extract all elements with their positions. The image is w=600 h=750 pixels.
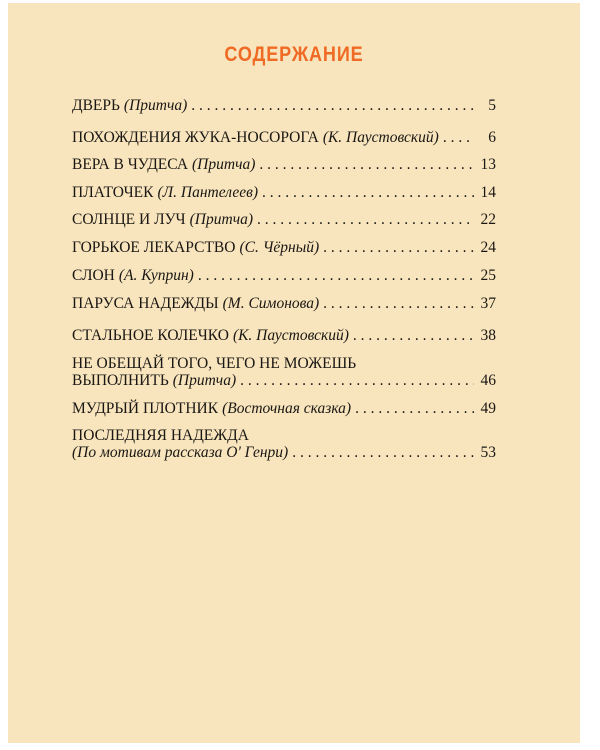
entry-page-number: 14 <box>480 184 496 201</box>
toc-entry <box>72 295 496 312</box>
entry-author: (Л. Пантелеев) <box>157 184 259 201</box>
entry-title: ПЛАТОЧЕК <box>72 184 154 201</box>
dot-leader <box>353 327 474 344</box>
toc-entry <box>72 156 496 173</box>
toc-entry <box>72 267 496 284</box>
toc-entry <box>72 239 496 256</box>
entry-title-line1: НЕ ОБЕЩАЙ ТОГО, ЧЕГО НЕ МОЖЕШЬ <box>72 355 357 372</box>
entry-page-number: 24 <box>480 239 496 256</box>
dot-leader <box>323 295 474 312</box>
dot-leader <box>259 156 474 173</box>
toc-entry <box>72 97 496 114</box>
toc-entry <box>72 211 496 228</box>
dot-leader <box>257 211 474 228</box>
entry-page-number: 46 <box>480 372 496 389</box>
dot-leader <box>240 372 474 389</box>
entry-title: ВЫПОЛНИТЬ <box>72 372 169 389</box>
entry-title-line1: ПОСЛЕДНЯЯ НАДЕЖДА <box>72 427 249 444</box>
entry-page-number: 6 <box>488 129 496 146</box>
dot-leader <box>443 129 474 146</box>
entry-page-number: 13 <box>480 156 496 173</box>
entry-author: (М. Симонова) <box>222 295 320 312</box>
toc-entry <box>72 427 496 461</box>
entry-author: (К. Паустовский) <box>232 327 349 344</box>
entry-author: (С. Чёрный) <box>239 239 320 256</box>
toc-entry <box>72 400 496 417</box>
entry-author: (Притча) <box>172 372 237 389</box>
entry-author: (К. Паустовский) <box>322 129 439 146</box>
entry-title: СЛОН <box>72 267 115 284</box>
entry-page-number: 37 <box>480 295 496 312</box>
entry-author: (Притча) <box>192 156 256 173</box>
entry-title: МУДРЫЙ ПЛОТНИК <box>72 400 219 417</box>
dot-leader <box>292 444 474 461</box>
toc-entry <box>72 327 496 344</box>
entry-page-number: 53 <box>480 444 496 461</box>
dot-leader <box>323 239 474 256</box>
toc-entry <box>72 355 496 389</box>
book-page <box>8 3 580 743</box>
entry-page-number: 49 <box>480 400 496 417</box>
dot-leader <box>355 400 474 417</box>
toc-entry <box>72 184 496 201</box>
toc-entry <box>72 129 496 146</box>
entry-title: ВЕРА В ЧУДЕСА <box>72 156 189 173</box>
dot-leader <box>191 97 474 114</box>
entry-title: ПОХОЖДЕНИЯ ЖУКА-НОСОРОГА <box>72 129 319 146</box>
dot-leader <box>262 184 474 201</box>
entry-page-number: 38 <box>480 327 496 344</box>
entry-page-number: 25 <box>480 267 496 284</box>
entry-title: ГОРЬКОЕ ЛЕКАРСТВО <box>72 239 236 256</box>
entry-author: (А. Куприн) <box>118 267 194 284</box>
entry-page-number: 5 <box>488 97 496 114</box>
entry-title: ДВЕРЬ <box>72 97 120 114</box>
entry-title: СОЛНЦЕ И ЛУЧ <box>72 211 186 228</box>
entry-author: (По мотивам рассказа О' Генри) <box>72 444 289 461</box>
entry-title: ПАРУСА НАДЕЖДЫ <box>72 295 219 312</box>
dot-leader <box>198 267 474 284</box>
entry-page-number: 22 <box>480 211 496 228</box>
entry-author: (Восточная сказка) <box>222 400 352 417</box>
page-title: СОДЕРЖАНИЕ <box>224 43 364 66</box>
entry-author: (Притча) <box>123 97 188 114</box>
entry-author: (Притча) <box>189 211 253 228</box>
entry-title: СТАЛЬНОЕ КОЛЕЧКО <box>72 327 229 344</box>
